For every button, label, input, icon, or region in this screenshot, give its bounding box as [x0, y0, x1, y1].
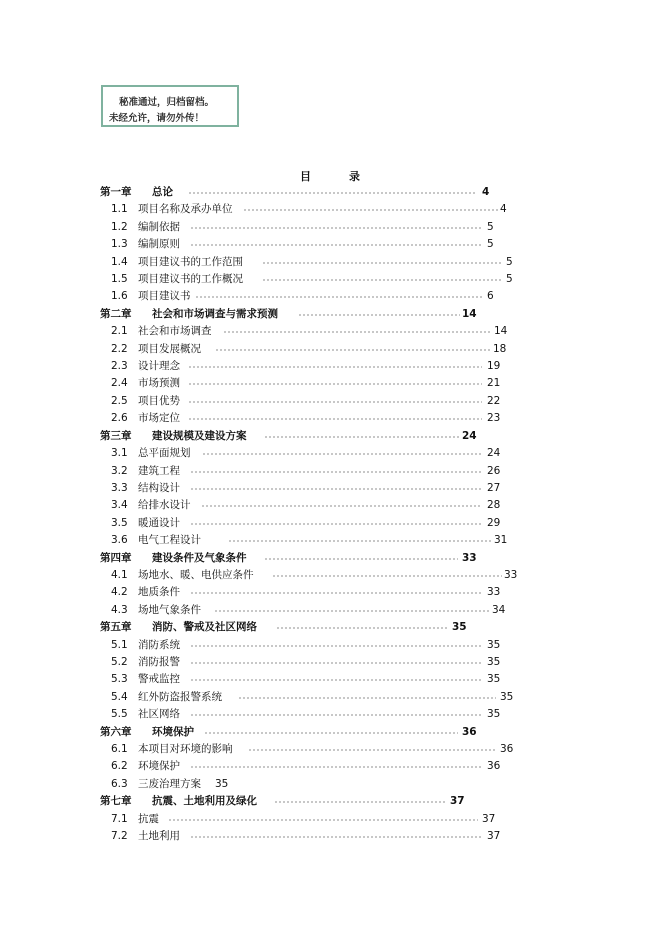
- toc-section-row: [0, 654, 662, 671]
- section-title: 项目优势: [138, 394, 180, 407]
- section-title: 抗震: [138, 812, 159, 825]
- page-number: 4: [482, 186, 490, 198]
- toc-section-row: [0, 219, 662, 236]
- toc-chapter-row: [0, 793, 662, 810]
- page-number: 35: [500, 690, 514, 703]
- dot-leader: [188, 401, 482, 403]
- toc-section-row: [0, 393, 662, 410]
- dot-leader: [228, 540, 492, 542]
- section-title: 总平面规划: [138, 447, 191, 460]
- section-number: 5.2: [111, 655, 128, 668]
- section-title: 项目名称及承办单位: [138, 203, 233, 216]
- chapter-title: 总论: [152, 186, 173, 198]
- section-number: 3.6: [111, 534, 128, 547]
- section-number: 1.2: [111, 220, 128, 233]
- section-number: 5.4: [111, 690, 128, 703]
- section-number: 4.1: [111, 568, 128, 581]
- section-number: 2.6: [111, 412, 128, 425]
- page-number: 19: [487, 360, 501, 373]
- section-title: 项目建议书: [138, 290, 191, 303]
- page-number: 36: [500, 743, 514, 755]
- section-title: 项目发展概况: [138, 342, 201, 355]
- section-number: 2.3: [111, 360, 128, 373]
- section-number: 2.2: [111, 342, 128, 355]
- section-title: 社区网络: [138, 708, 180, 721]
- toc-section-row: [0, 828, 662, 845]
- section-title: 场地气象条件: [138, 603, 201, 616]
- page-number: 18: [493, 342, 507, 355]
- page-number: 37: [482, 812, 496, 825]
- section-number: 4.2: [111, 586, 128, 599]
- section-number: 3.3: [111, 481, 128, 494]
- dot-leader: [190, 471, 482, 473]
- page-number: 6: [487, 290, 494, 303]
- section-number: 1.1: [111, 203, 128, 216]
- page-number: 35: [487, 673, 501, 686]
- dot-leader: [248, 749, 496, 751]
- section-title: 市场定位: [138, 412, 180, 425]
- page-number: 35: [452, 621, 467, 634]
- page-number: 14: [494, 325, 508, 338]
- toc-section-row: [0, 811, 662, 828]
- dot-leader: [243, 209, 500, 211]
- section-number: 4.3: [111, 603, 128, 616]
- section-number: 7.1: [111, 812, 128, 825]
- dot-leader: [188, 192, 476, 194]
- page-number: 29: [487, 516, 501, 529]
- section-title: 项目建议书的工作概况: [138, 273, 243, 286]
- toc-chapter-row: [0, 306, 662, 323]
- section-number: 2.5: [111, 394, 128, 407]
- page-number: 4: [500, 203, 507, 216]
- dot-leader: [262, 262, 502, 264]
- toc-chapter-row: [0, 550, 662, 567]
- page-number: 24: [487, 447, 501, 460]
- toc-section-row: [0, 776, 662, 793]
- dot-leader: [190, 766, 482, 768]
- dot-leader: [188, 383, 482, 385]
- section-number: 5.1: [111, 638, 128, 651]
- page-number: 5: [487, 220, 494, 233]
- dot-leader: [190, 662, 482, 664]
- page-number: 21: [487, 377, 501, 390]
- section-number: 2.4: [111, 377, 128, 390]
- toc-section-row: [0, 236, 662, 253]
- section-number: 3.4: [111, 499, 128, 512]
- page-number: 26: [487, 464, 501, 477]
- page-number: 14: [462, 307, 477, 320]
- section-title: 编制原则: [138, 238, 180, 251]
- section-number: 3.2: [111, 464, 128, 477]
- dot-leader: [204, 732, 458, 734]
- dot-leader: [238, 697, 496, 699]
- dot-leader: [201, 505, 482, 507]
- dot-leader: [276, 627, 448, 629]
- dot-leader: [298, 314, 460, 316]
- dot-leader: [223, 331, 492, 333]
- toc-section-row: [0, 445, 662, 462]
- page-number: 35: [487, 708, 501, 721]
- toc-chapter-row: [0, 619, 662, 636]
- dot-leader: [214, 610, 490, 612]
- toc-section-row: [0, 410, 662, 427]
- toc-section-row: [0, 602, 662, 619]
- chapter-number: 第五章: [100, 621, 132, 634]
- section-title: 市场预测: [138, 377, 180, 390]
- dot-leader: [188, 366, 482, 368]
- section-title: 警戒监控: [138, 673, 180, 686]
- toc-section-row: [0, 567, 662, 584]
- page-number: 36: [462, 725, 477, 738]
- page-number: 37: [450, 795, 465, 808]
- toc-section-row: [0, 341, 662, 358]
- section-number: 1.3: [111, 238, 128, 251]
- section-title: 社会和市场调查: [138, 325, 212, 338]
- page-number: 5: [506, 255, 513, 268]
- toc-section-row: [0, 358, 662, 375]
- dot-leader: [215, 349, 490, 351]
- page-number: 33: [462, 551, 477, 564]
- section-title: 给排水设计: [138, 499, 191, 512]
- section-number: 3.1: [111, 447, 128, 460]
- page-number: 36: [487, 760, 501, 773]
- chapter-title: 环境保护: [152, 725, 194, 738]
- page-number: 34: [492, 603, 506, 616]
- dot-leader: [190, 488, 482, 490]
- toc-section-row: [0, 671, 662, 688]
- dot-leader: [190, 523, 482, 525]
- section-title: 红外防盗报警系统: [138, 690, 222, 703]
- dot-leader: [264, 436, 460, 438]
- chapter-number: 第三章: [100, 429, 132, 442]
- dot-leader: [168, 819, 478, 821]
- page-number: 31: [494, 534, 508, 547]
- dot-leader: [195, 296, 484, 298]
- dot-leader: [188, 418, 482, 420]
- toc-section-row: [0, 323, 662, 340]
- section-title: 设计理念: [138, 360, 180, 373]
- page-number: 22: [487, 394, 501, 407]
- dot-leader: [190, 244, 482, 246]
- toc-section-row: [0, 463, 662, 480]
- page-number: 33: [504, 568, 518, 581]
- page-number: 33: [487, 586, 501, 599]
- section-title: 编制依据: [138, 220, 180, 233]
- toc-chapter-row: [0, 428, 662, 445]
- toc-section-row: [0, 637, 662, 654]
- chapter-number: 第一章: [100, 186, 132, 198]
- toc-section-row: [0, 689, 662, 706]
- dot-leader: [202, 453, 482, 455]
- chapter-title: 建设规模及建设方案: [152, 429, 247, 442]
- dot-leader: [272, 575, 502, 577]
- toc-section-row: [0, 532, 662, 549]
- section-title: 暖通设计: [138, 516, 180, 529]
- page-number: 23: [487, 412, 501, 425]
- section-title: 项目建议书的工作范围: [138, 255, 243, 268]
- stamp-line-1: 秘准通过，归档留档。: [119, 97, 215, 108]
- toc-section-row: [0, 706, 662, 723]
- section-title: 本项目对环境的影响: [138, 743, 233, 755]
- section-title: 电气工程设计: [138, 534, 201, 547]
- section-title: 结构设计: [138, 481, 180, 494]
- page-number: 37: [487, 830, 501, 843]
- chapter-number: 第七章: [100, 795, 132, 808]
- toc-section-row: [0, 271, 662, 288]
- toc-section-row: [0, 497, 662, 514]
- chapter-title: 社会和市场调查与需求预测: [152, 307, 278, 320]
- section-number: 6.1: [111, 743, 128, 755]
- chapter-title: 建设条件及气象条件: [152, 551, 247, 564]
- dot-leader: [190, 836, 482, 838]
- chapter-number: 第六章: [100, 725, 132, 738]
- page-number: 27: [487, 481, 501, 494]
- chapter-title: 抗震、土地利用及绿化: [152, 795, 257, 808]
- section-number: 5.5: [111, 708, 128, 721]
- dot-leader: [190, 227, 482, 229]
- toc-chapter-row: [0, 184, 662, 201]
- table-of-contents: [0, 184, 662, 845]
- section-title: 环境保护: [138, 760, 180, 773]
- dot-leader: [190, 645, 482, 647]
- section-number: 1.6: [111, 290, 128, 303]
- toc-section-row: [0, 201, 662, 218]
- section-title: 场地水、暖、电供应条件: [138, 568, 254, 581]
- confidential-stamp: [101, 85, 239, 127]
- toc-chapter-row: [0, 724, 662, 741]
- section-title: 消防报警: [138, 655, 180, 668]
- toc-section-row: [0, 758, 662, 775]
- page-number: 28: [487, 499, 501, 512]
- section-title: 三废治理方案: [138, 777, 201, 790]
- dot-leader: [190, 592, 482, 594]
- dot-leader: [262, 279, 502, 281]
- section-number: 6.3: [111, 777, 128, 790]
- chapter-number: 第四章: [100, 551, 132, 564]
- page-number: 5: [487, 238, 494, 251]
- section-number: 3.5: [111, 516, 128, 529]
- dot-leader: [264, 558, 458, 560]
- toc-section-row: [0, 375, 662, 392]
- page-number: 35: [487, 638, 501, 651]
- chapter-title: 消防、警戒及社区网络: [152, 621, 257, 634]
- toc-section-row: [0, 584, 662, 601]
- toc-section-row: [0, 515, 662, 532]
- section-number: 2.1: [111, 325, 128, 338]
- toc-title: 目录: [300, 170, 398, 183]
- page-number: 35: [215, 777, 229, 790]
- section-title: 土地利用: [138, 830, 180, 843]
- dot-leader: [274, 801, 446, 803]
- toc-section-row: [0, 254, 662, 271]
- section-number: 7.2: [111, 830, 128, 843]
- toc-section-row: [0, 741, 662, 758]
- toc-section-row: [0, 480, 662, 497]
- section-title: 地质条件: [138, 586, 180, 599]
- section-number: 6.2: [111, 760, 128, 773]
- section-number: 5.3: [111, 673, 128, 686]
- section-title: 建筑工程: [138, 464, 180, 477]
- chapter-number: 第二章: [100, 307, 132, 320]
- page-number: 35: [487, 655, 501, 668]
- toc-section-row: [0, 288, 662, 305]
- section-title: 消防系统: [138, 638, 180, 651]
- dot-leader: [190, 714, 482, 716]
- section-number: 1.4: [111, 255, 128, 268]
- section-number: 1.5: [111, 273, 128, 286]
- stamp-line-2: 未经允许，请勿外传！: [109, 113, 205, 124]
- page-number: 5: [506, 273, 513, 286]
- page-number: 24: [462, 429, 477, 442]
- dot-leader: [190, 679, 482, 681]
